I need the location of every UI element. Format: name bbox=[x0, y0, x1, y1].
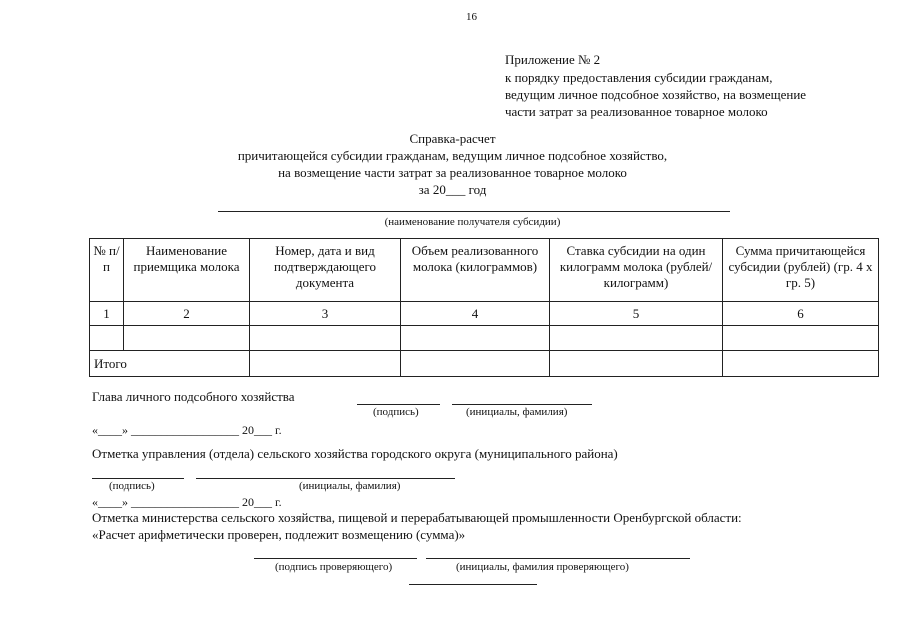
department-date-line: «____» __________________ 20___ г. bbox=[92, 495, 282, 509]
head-name-line bbox=[452, 404, 592, 405]
column-number: 5 bbox=[550, 302, 723, 326]
column-header: Ставка субсидии на один килограмм молока (рублей/килограмм) bbox=[550, 239, 723, 302]
table-header-row bbox=[90, 239, 879, 302]
column-header: № п/п bbox=[90, 239, 124, 302]
column-number: 3 bbox=[250, 302, 401, 326]
appendix-line-2: ведущим личное подсобное хозяйство, на возмещение bbox=[505, 87, 807, 102]
column-number: 6 bbox=[723, 302, 879, 326]
department-name-caption: (инициалы, фамилия) bbox=[299, 480, 401, 492]
subsidy-table bbox=[89, 238, 879, 377]
appendix-line-3: части затрат за реализованное товарное молоко bbox=[505, 104, 768, 119]
column-number: 4 bbox=[401, 302, 550, 326]
table-cell bbox=[550, 326, 723, 351]
table-cell bbox=[250, 326, 401, 351]
column-header: Объем реализованного молока (килограммов) bbox=[401, 239, 550, 302]
ministry-statement: «Расчет арифметически проверен, подлежит возмещению (сумма)» bbox=[92, 527, 466, 542]
ministry-sign-line bbox=[254, 558, 417, 559]
head-date-line: «____» __________________ 20___ г. bbox=[92, 423, 282, 437]
table-cell bbox=[401, 351, 550, 377]
head-name-caption: (инициалы, фамилия) bbox=[466, 406, 568, 418]
doc-title: Справка-расчет bbox=[409, 131, 496, 146]
appendix-line-1: к порядку предоставления субсидии гражданам, bbox=[505, 70, 773, 85]
table-cell bbox=[90, 326, 124, 351]
doc-subtitle-2: на возмещение части затрат за реализованное товарное молоко bbox=[278, 165, 627, 180]
column-header: Наименование приемщика молока bbox=[124, 239, 250, 302]
column-header: Сумма причитающейся субсидии (рублей) (гр. 4 х гр. 5) bbox=[723, 239, 879, 302]
department-label: Отметка управления (отдела) сельского хозяйства городского округа (муниципального района) bbox=[92, 446, 618, 461]
recipient-caption: (наименование получателя субсидии) bbox=[384, 216, 561, 228]
ministry-sign-caption: (подпись проверяющего) bbox=[275, 561, 393, 573]
appendix-title: Приложение № 2 bbox=[505, 52, 601, 67]
column-number: 2 bbox=[124, 302, 250, 326]
head-label: Глава личного подсобного хозяйства bbox=[92, 389, 295, 404]
total-row bbox=[90, 351, 879, 377]
department-sign-line bbox=[92, 478, 184, 479]
closing-divider bbox=[409, 584, 537, 585]
recipient-line bbox=[218, 211, 730, 212]
doc-year: за 20___ год bbox=[418, 182, 487, 197]
head-sign-line bbox=[357, 404, 440, 405]
ministry-name-caption: (инициалы, фамилия проверяющего) bbox=[456, 561, 629, 573]
page-number: 16 bbox=[466, 11, 477, 23]
table-cell bbox=[723, 326, 879, 351]
doc-subtitle-1: причитающейся субсидии гражданам, ведущим личное подсобное хозяйство, bbox=[237, 148, 668, 163]
table-cell bbox=[401, 326, 550, 351]
table-cell bbox=[250, 351, 401, 377]
department-sign-caption: (подпись) bbox=[109, 480, 155, 492]
table-row bbox=[90, 326, 879, 351]
total-label: Итого bbox=[90, 351, 250, 377]
table-cell bbox=[723, 351, 879, 377]
head-sign-caption: (подпись) bbox=[373, 406, 419, 418]
table-cell bbox=[550, 351, 723, 377]
column-number-row bbox=[90, 302, 879, 326]
table-cell bbox=[124, 326, 250, 351]
department-name-line bbox=[196, 478, 455, 479]
ministry-label: Отметка министерства сельского хозяйства, пищевой и перерабатывающей промышленности Оренбургской области: bbox=[92, 510, 742, 525]
ministry-name-line bbox=[426, 558, 690, 559]
column-number: 1 bbox=[90, 302, 124, 326]
column-header: Номер, дата и вид подтверждающего документа bbox=[250, 239, 401, 302]
